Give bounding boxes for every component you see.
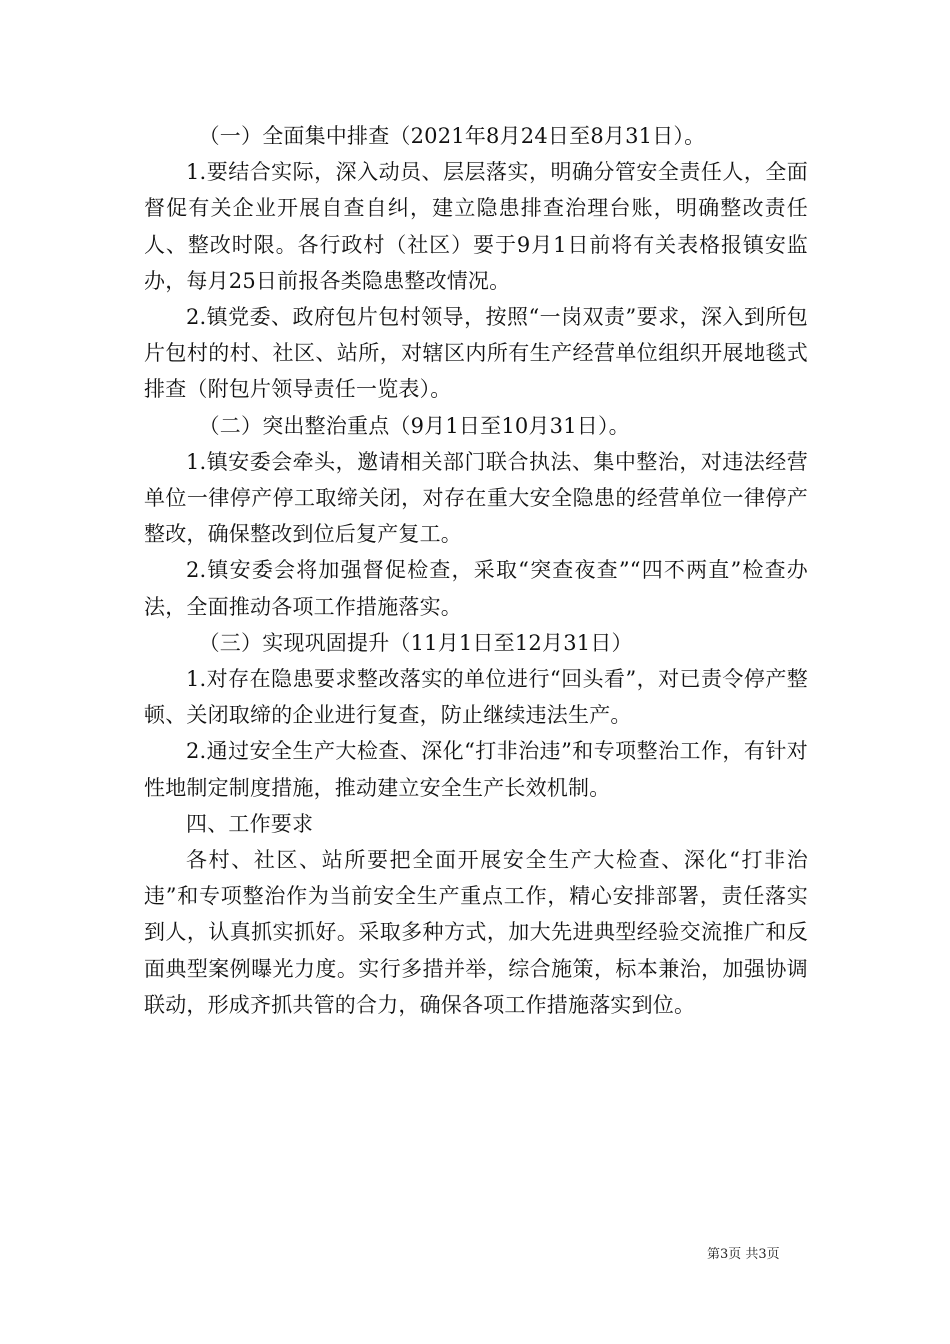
- paragraph-3-2: 2.通过安全生产大检查、深化“打非治违”和专项整治工作，有针对性地制定制度措施，推动建立安全生产长效机制。: [144, 739, 808, 800]
- section-heading-work-requirements: 四、工作要求: [186, 811, 314, 836]
- section-heading-3: （三）实现巩固提升（11月1日至12月31日）: [198, 630, 633, 655]
- paragraph-3-1: 1.对存在隐患要求整改落实的单位进行“回头看”，对已责令停产整顿、关闭取缔的企业进行复查，防止继续违法生产。: [144, 667, 808, 728]
- document-body: [144, 118, 808, 1023]
- paragraph-1-2: 2.镇党委、政府包片包村领导，按照“一岗双责”要求，深入到所包片包村的村、社区、站所，对辖区内所有生产经营单位组织开展地毯式排查（附包片领导责任一览表）。: [144, 305, 808, 402]
- paragraph-2-1: 1.镇安委会牵头，邀请相关部门联合执法、集中整治，对违法经营单位一律停产停工取缔关闭，对存在重大安全隐患的经营单位一律停产整改，确保整改到位后复产复工。: [144, 449, 808, 547]
- paragraph-2-2: 2.镇安委会将加强督促检查，采取“突查夜查”“四不两直”检查办法，全面推动各项工作措施落实。: [144, 558, 808, 619]
- paragraph-work-requirements: 各村、社区、站所要把全面开展安全生产大检查、深化“打非治违”和专项整治作为当前安全生产重点工作，精心安排部署，责任落实到人，认真抓实抓好。采取多种方式，加大先进典型经验交流推广和反面典型案例曝光力度。实行多措并举，综合施策，标本兼治，加强协调联动，形成齐抓共管的合力，确保各项工作措施落实到位。: [144, 848, 808, 1017]
- page-footer: 第3页 共3页: [707, 1247, 780, 1262]
- section-heading-1: （一）全面集中排查（2021年8月24日至8月31日）。: [198, 124, 706, 148]
- section-heading-2: （二）突出整治重点（9月1日至10月31日）。: [198, 413, 630, 438]
- paragraph-1-1: 1.要结合实际，深入动员、层层落实，明确分管安全责任人，全面督促有关企业开展自查自纠，建立隐患排查治理台账，明确整改责任人、整改时限。各行政村（社区）要于9月1日前将有关表格报镇安监办，每月25日前报各类隐患整改情况。: [144, 160, 808, 293]
